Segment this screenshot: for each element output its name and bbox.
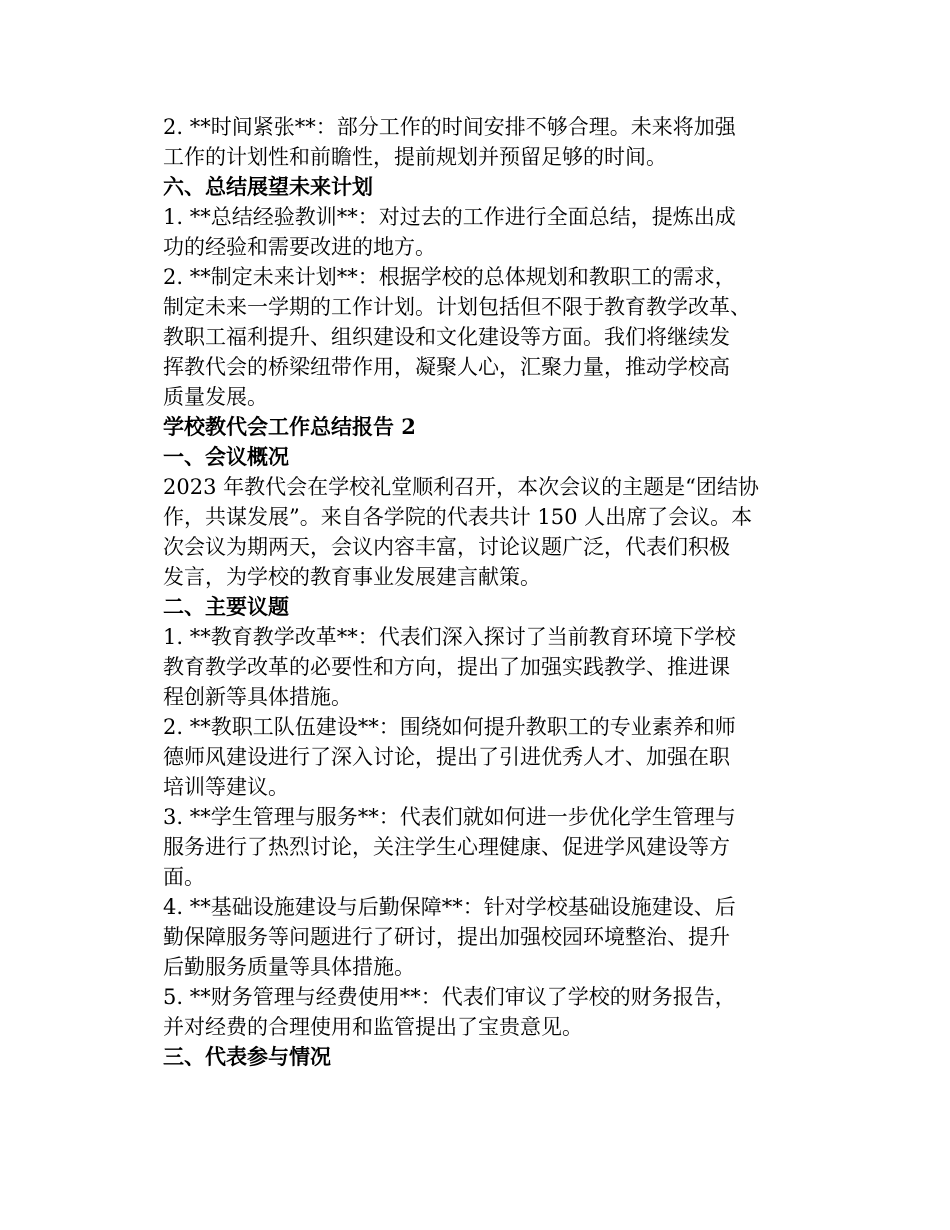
text-line: 次会议为期两天，会议内容丰富，讨论议题广泛，代表们积极 [163,535,730,559]
text-line: 2. **教职工队伍建设**：围绕如何提升教职工的专业素养和师 [163,715,736,739]
report-title: 学校教代会工作总结报告 2 [163,414,416,439]
text-line: 1. **教育教学改革**：代表们深入探讨了当前教育环境下学校 [163,625,736,649]
section-heading: 三、代表参与情况 [163,1044,331,1069]
text-line: 教职工福利提升、组织建设和文化建设等方面。我们将继续发 [163,325,730,349]
text-line: 工作的计划性和前瞻性，提前规划并预留足够的时间。 [163,145,667,169]
text-line: 勤保障服务等问题进行了研讨，提出加强校园环境整治、提升 [163,925,730,949]
text-line: 2. **时间紧张**：部分工作的时间安排不够合理。未来将加强 [163,115,736,139]
text-line: 并对经费的合理使用和监管提出了宝贵意见。 [163,1015,583,1039]
text-line: 2023 年教代会在学校礼堂顺利召开，本次会议的主题是“团结协 [163,475,759,499]
text-line: 程创新等具体措施。 [163,685,352,709]
text-line: 发言，为学校的教育事业发展建言献策。 [163,565,541,589]
section-heading: 六、总结展望未来计划 [163,174,373,199]
text-line: 面。 [163,865,205,889]
text-line: 德师风建设进行了深入讨论，提出了引进优秀人才、加强在职 [163,745,730,769]
text-line: 1. **总结经验教训**：对过去的工作进行全面总结，提炼出成 [163,205,736,229]
text-line: 教育教学改革的必要性和方向，提出了加强实践教学、推进课 [163,655,730,679]
text-line: 质量发展。 [163,385,268,409]
text-line: 培训等建议。 [163,775,289,799]
text-line: 制定未来一学期的工作计划。计划包括但不限于教育教学改革、 [163,295,751,319]
text-line: 挥教代会的桥梁纽带作用，凝聚人心，汇聚力量，推动学校高 [163,355,730,379]
text-line: 功的经验和需要改进的地方。 [163,235,436,259]
text-line: 2. **制定未来计划**：根据学校的总体规划和教职工的需求， [163,265,736,289]
text-line: 5. **财务管理与经费使用**：代表们审议了学校的财务报告， [163,985,736,1009]
text-line: 4. **基础设施建设与后勤保障**：针对学校基础设施建设、后 [163,895,736,919]
document-page [163,112,785,1072]
section-heading: 二、主要议题 [163,594,289,619]
text-line: 后勤服务质量等具体措施。 [163,955,415,979]
text-line: 3. **学生管理与服务**：代表们就如何进一步优化学生管理与 [163,805,736,829]
text-line: 服务进行了热烈讨论，关注学生心理健康、促进学风建设等方 [163,835,730,859]
text-line: 作，共谋发展”。来自各学院的代表共计 150 人出席了会议。本 [163,505,753,529]
section-heading: 一、会议概况 [163,444,289,469]
